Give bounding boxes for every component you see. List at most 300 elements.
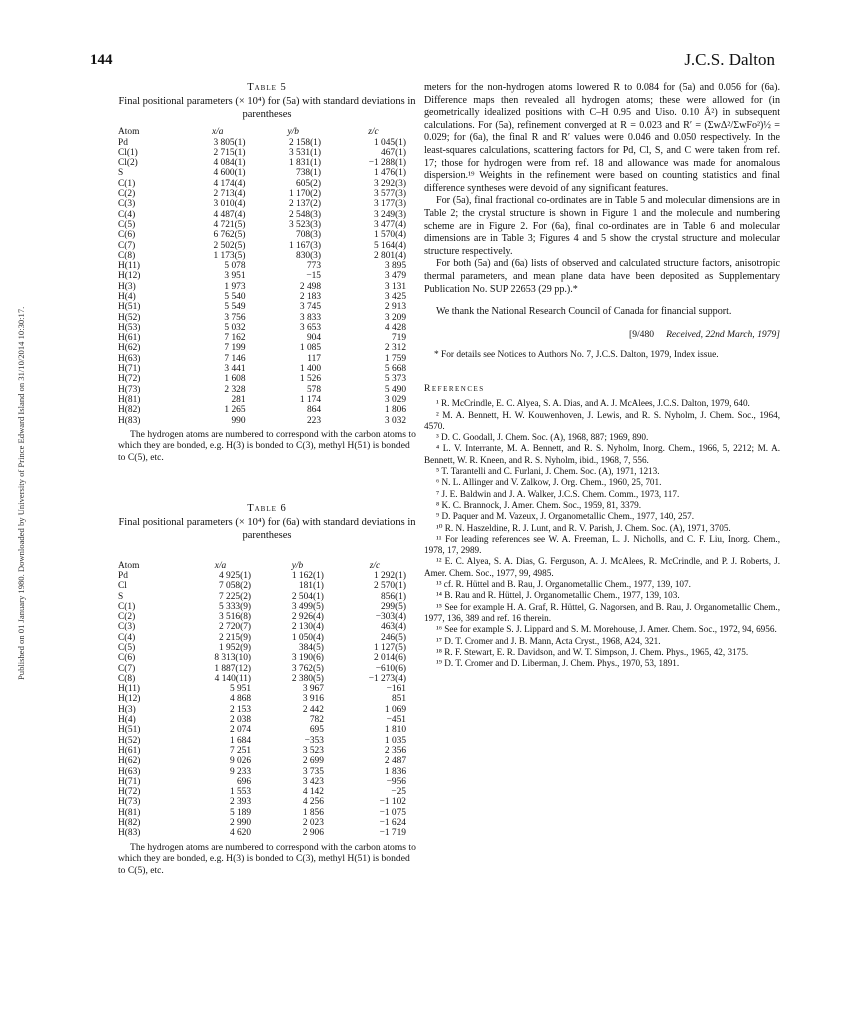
download-notice	[4, 160, 26, 680]
atom-cell: H(12)	[118, 271, 141, 282]
coordinate-cell: 2 393	[229, 797, 252, 808]
coordinate-cell: −353	[304, 735, 324, 746]
coordinate-cell: 2 158(1)	[288, 137, 321, 148]
coordinate-cell: −15	[306, 271, 321, 282]
coordinate-cell: 384(5)	[298, 642, 324, 653]
coordinate-cell: 1 127(5)	[373, 642, 406, 653]
table-row	[118, 405, 416, 415]
atom-cell: H(61)	[118, 745, 141, 756]
coordinate-cell: 4 721(5)	[213, 219, 246, 230]
table-6-label: Table 6	[247, 503, 287, 515]
coordinate-cell: 3 523	[302, 745, 324, 756]
table-row	[118, 592, 416, 602]
coordinate-cell: 1 045(1)	[373, 137, 406, 148]
table-row	[118, 571, 416, 581]
coordinate-cell: 2 720(7)	[219, 622, 252, 633]
table-row	[118, 364, 416, 374]
coordinate-cell: 2 130(4)	[291, 622, 324, 633]
coordinate-cell: 3 916	[302, 694, 324, 705]
coordinate-cell: 4 084(1)	[213, 158, 246, 169]
coordinate-cell: 2 926(4)	[291, 612, 324, 623]
coordinate-cell: 4 256	[302, 797, 324, 808]
atom-cell: H(63)	[118, 353, 141, 364]
atom-cell: C(6)	[118, 653, 136, 664]
coordinate-cell: 1 400	[299, 364, 321, 375]
body-paragraph-3: For both (5a) and (6a) lists of observed and calculated structure factors, anisotropic thermal parameters, and mean plane data have been deposited as Supplementary Publication No. SUP 22653 (29 pp.).*	[424, 258, 780, 295]
table-row	[118, 333, 416, 343]
atom-cell: C(7)	[118, 240, 136, 251]
coordinate-cell: 2 715(1)	[213, 147, 246, 158]
reference-item: ¹⁰ R. N. Haszeldine, R. J. Lunt, and R. V. Parish, J. Chem. Soc. (A), 1971, 3705.	[436, 522, 731, 533]
atom-cell: H(52)	[118, 312, 141, 323]
coordinate-cell: −25	[391, 787, 406, 798]
left-column	[118, 82, 416, 876]
table-row	[118, 168, 416, 178]
reference-item: ² M. A. Bennett, H. W. Kouwenhoven, J. Lewis, and R. S. Nyholm, J. Chem. Soc., 1964, 4570.	[424, 409, 780, 431]
coordinate-cell: 5 032	[224, 322, 246, 333]
coordinate-cell: 5 540	[224, 292, 246, 302]
coordinate-cell: 3 653	[299, 322, 321, 333]
coordinate-cell: 773	[306, 261, 321, 272]
coordinate-cell: 2 713(4)	[213, 189, 246, 200]
table-row	[118, 323, 416, 333]
table-row	[118, 797, 416, 807]
coordinate-cell: 1 035	[384, 735, 406, 746]
coordinate-cell: 246(5)	[381, 632, 406, 643]
table-row	[118, 374, 416, 384]
coordinate-cell: 7 058(2)	[219, 581, 252, 592]
coordinate-cell: 2 906	[302, 828, 324, 839]
coordinate-cell: 3 479	[384, 271, 406, 282]
coordinate-cell: 3 895	[384, 261, 406, 272]
atom-cell: H(62)	[118, 343, 141, 354]
coordinate-cell: 1 167(3)	[288, 240, 321, 251]
coordinate-cell: 1 887(12)	[214, 663, 252, 674]
coordinate-cell: 2 038	[229, 715, 252, 726]
coordinate-cell: −1 273(4)	[368, 673, 406, 684]
coordinate-cell: 1 162(1)	[291, 570, 324, 581]
table-row	[118, 261, 416, 271]
coordinate-cell: 3 441	[224, 364, 246, 375]
atom-cell: C(3)	[118, 622, 136, 633]
atom-cell: C(4)	[118, 209, 136, 220]
table-row	[118, 302, 416, 312]
table-6-grid	[118, 561, 416, 839]
coordinate-cell: 3 499(5)	[291, 601, 324, 612]
coordinate-cell: 605(2)	[296, 178, 321, 189]
coordinate-cell: 5 189	[229, 807, 252, 818]
coordinate-cell: 5 549	[224, 302, 246, 313]
atom-cell: H(51)	[118, 302, 141, 313]
atom-cell: C(2)	[118, 612, 136, 623]
coordinate-cell: 2 183	[299, 292, 321, 302]
coordinate-cell: 463(4)	[381, 622, 406, 633]
coordinate-cell: −1 102	[379, 797, 406, 808]
table-6-footnote: The hydrogen atoms are numbered to correspond with the carbon atoms to which they are bonded, e.g. H(3) is bonded to C(3), methyl H(51) is bonded to C(5), etc.	[118, 841, 416, 876]
table-row	[118, 581, 416, 591]
atom-cell: H(61)	[118, 333, 141, 344]
coordinate-cell: 3 951	[224, 271, 246, 282]
coordinate-cell: 1 526	[299, 374, 321, 385]
atom-cell: H(82)	[118, 405, 141, 416]
atom-cell: C(6)	[118, 230, 136, 241]
body-paragraph-1: meters for the non-hydrogen atoms lowered R to 0.084 for (5a) and 0.056 for (6a). Difference maps then revealed all hydrogen atoms; these were allowed for (in geometrically idealized positions with C–H 0.95 and Uiso. 0.10 Å²) in subsequent calculations. For (5a), refinement converged at R = 0.023 and R′ = (ΣwΔ²/ΣwFo²)½ = 0.029; for (6a), the final R and R′ values were 0.046 and 0.050 respectively. In the least-squares calculations, scattering factors for Pd, Cl, S, and C were taken from ref. 17; those for hydrogen were from ref. 18 and allowance was made for anomalous dispersion.¹⁹ Weights in the refinement were based on counting statistics and final difference syntheses were devoid of any significant features.	[424, 82, 780, 194]
table-row	[118, 148, 416, 158]
coordinate-cell: 4 925(1)	[219, 570, 252, 581]
coordinate-cell: 2 074	[229, 725, 252, 736]
coordinate-cell: 3 833	[299, 312, 321, 323]
reference-item: ⁴ L. V. Interrante, M. A. Bennett, and R. S. Nyholm, Inorg. Chem., 1966, 5, 2212; M. A. Bennett, W. R. Kneen, and R. S. Nyholm, ibid., 1968, 7, 556.	[424, 443, 780, 465]
coordinate-cell: 1 759	[384, 353, 406, 364]
coordinate-cell: 3 032	[384, 415, 406, 426]
column-header: y/b	[287, 127, 299, 138]
column-header: x/a	[214, 560, 227, 571]
coordinate-cell: −956	[386, 776, 406, 787]
reference-item: ¹⁷ D. T. Cromer and J. B. Mann, Acta Cryst., 1968, A24, 321.	[436, 635, 661, 646]
coordinate-cell: 4 620	[229, 828, 252, 839]
coordinate-cell: 3 190(6)	[291, 653, 324, 664]
coordinate-cell: 4 174(4)	[213, 178, 246, 189]
coordinate-cell: 782	[309, 715, 324, 726]
reference-item: ⁵ T. Tarantelli and C. Furlani, J. Chem. Soc. (A), 1971, 1213.	[436, 466, 660, 477]
table-row	[118, 684, 416, 694]
coordinate-cell: 2 570(1)	[373, 581, 406, 592]
coordinate-cell: 2 699	[302, 756, 324, 767]
coordinate-cell: 1 952(9)	[219, 642, 252, 653]
coordinate-cell: 2 801(4)	[373, 250, 406, 261]
atom-cell: H(53)	[118, 322, 141, 333]
column-header: z/c	[368, 127, 379, 138]
coordinate-cell: −303(4)	[375, 612, 406, 623]
atom-cell: H(4)	[118, 715, 136, 726]
coordinate-cell: 578	[306, 384, 321, 395]
table-row	[118, 767, 416, 777]
atom-cell: Pd	[118, 137, 128, 148]
coordinate-cell: 1 836	[384, 766, 406, 777]
coordinate-cell: 3 425	[384, 292, 406, 302]
column-header: Atom	[118, 560, 140, 571]
coordinate-cell: 1 831(1)	[288, 158, 321, 169]
reference-item: ⁹ D. Paquer and M. Vazeux, J. Organometallic Chem., 1977, 140, 257.	[436, 511, 695, 522]
coordinate-cell: 6 762(5)	[213, 230, 246, 241]
table-row	[118, 210, 416, 220]
table-row	[118, 674, 416, 684]
references-list	[424, 398, 780, 669]
table-row	[118, 746, 416, 756]
coordinate-cell: 2 356	[384, 745, 406, 756]
coordinate-cell: 2 153	[229, 704, 252, 715]
coordinate-cell: 3 516(8)	[219, 612, 252, 623]
received-line	[424, 329, 780, 340]
table-row	[118, 343, 416, 353]
atom-cell: C(5)	[118, 219, 136, 230]
table-6-caption: Final positional parameters (× 10⁴) for (6a) with standard deviations in parentheses	[118, 517, 416, 542]
table-row	[118, 736, 416, 746]
coordinate-cell: 117	[307, 353, 321, 364]
table-row	[118, 828, 416, 838]
table-5-label: Table 5	[247, 82, 287, 93]
coordinate-cell: 5 490	[384, 384, 406, 395]
atom-cell: C(7)	[118, 663, 136, 674]
reference-item: ¹⁶ See for example S. J. Lippard and S. M. Morehouse, J. Amer. Chem. Soc., 1972, 94, 6956.	[436, 624, 777, 635]
coordinate-cell: 1 476(1)	[373, 168, 406, 179]
coordinate-cell: 5 164(4)	[373, 240, 406, 251]
coordinate-cell: 5 951	[229, 684, 252, 695]
table-5-caption: Final positional parameters (× 10⁴) for (5a) with standard deviations in parentheses	[118, 96, 416, 121]
reference-item: ⁸ K. C. Brannock, J. Amer. Chem. Soc., 1959, 81, 3379.	[436, 499, 642, 510]
reference-item: ¹⁸ R. F. Stewart, E. R. Davidson, and W. T. Simpson, J. Chem. Phys., 1965, 42, 3175.	[436, 646, 749, 657]
column-header: Atom	[118, 127, 140, 138]
coordinate-cell: −1 288(1)	[368, 158, 406, 169]
acknowledgement: We thank the National Research Council of Canada for financial support.	[436, 306, 732, 318]
page-number: 144	[90, 52, 113, 68]
atom-cell: H(4)	[118, 292, 136, 302]
table-row	[118, 643, 416, 653]
coordinate-cell: 3 209	[384, 312, 406, 323]
coordinate-cell: 2 990	[229, 818, 252, 829]
coordinate-cell: 3 523(3)	[288, 219, 321, 230]
table-row	[118, 756, 416, 766]
atom-cell: H(73)	[118, 384, 141, 395]
coordinate-cell: 1 173(5)	[213, 250, 246, 261]
coordinate-cell: 1 265	[224, 405, 246, 416]
atom-cell: H(3)	[118, 281, 136, 292]
coordinate-cell: 5 668	[384, 364, 406, 375]
atom-cell: H(62)	[118, 756, 141, 767]
coordinate-cell: 2 442	[302, 704, 324, 715]
coordinate-cell: 7 225(2)	[219, 591, 252, 602]
supplementary-footnote: * For details see Notices to Authors No. 7, J.C.S. Dalton, 1979, Index issue.	[434, 349, 719, 360]
coordinate-cell: 9 233	[229, 766, 252, 777]
atom-cell: H(83)	[118, 415, 141, 426]
coordinate-cell: 1 856	[302, 807, 324, 818]
table-row	[118, 653, 416, 663]
coordinate-cell: 2 380(5)	[291, 673, 324, 684]
atom-cell: H(71)	[118, 364, 141, 375]
table-row	[118, 282, 416, 292]
table-row	[118, 271, 416, 281]
coordinate-cell: 299(5)	[381, 601, 406, 612]
table-row	[118, 220, 416, 230]
journal-name: J.C.S. Dalton	[684, 50, 775, 69]
coordinate-cell: 1 292(1)	[373, 570, 406, 581]
coordinate-cell: 7 251	[229, 745, 252, 756]
manuscript-code: [9/480	[629, 328, 655, 340]
table-row	[118, 230, 416, 240]
table-row	[118, 179, 416, 189]
table-row	[118, 818, 416, 828]
table-row	[118, 395, 416, 405]
atom-cell: S	[118, 168, 124, 179]
coordinate-cell: 1 570(4)	[373, 230, 406, 241]
atom-cell: C(4)	[118, 632, 136, 643]
table-row	[118, 138, 416, 148]
references-heading: References	[424, 383, 485, 395]
coordinate-cell: 5 373	[384, 374, 406, 385]
coordinate-cell: 1 684	[229, 735, 252, 746]
atom-cell: Pd	[118, 570, 128, 581]
coordinate-cell: 2 312	[384, 343, 406, 354]
atom-cell: H(12)	[118, 694, 141, 705]
atom-cell: Cl	[118, 581, 127, 592]
coordinate-cell: 7 146	[224, 353, 246, 364]
coordinate-cell: 3 477(4)	[373, 219, 406, 230]
coordinate-cell: 2 023	[302, 818, 324, 829]
atom-cell: H(81)	[118, 394, 141, 405]
table-5-header	[118, 127, 416, 137]
coordinate-cell: −1 719	[379, 828, 406, 839]
received-date: Received, 22nd March, 1979]	[666, 328, 780, 340]
table-row	[118, 602, 416, 612]
atom-cell: H(11)	[118, 261, 141, 272]
coordinate-cell: 1 973	[224, 281, 246, 292]
atom-cell: H(11)	[118, 684, 141, 695]
coordinate-cell: −451	[386, 715, 406, 726]
atom-cell: H(63)	[118, 766, 141, 777]
table-row	[118, 189, 416, 199]
atom-cell: C(1)	[118, 178, 136, 189]
table-row	[118, 777, 416, 787]
table-row	[118, 158, 416, 168]
atom-cell: Cl(1)	[118, 147, 138, 158]
coordinate-cell: 2 498	[299, 281, 321, 292]
coordinate-cell: 738(1)	[296, 168, 321, 179]
reference-item: ³ D. C. Goodall, J. Chem. Soc. (A), 1968, 887; 1969, 890.	[436, 432, 649, 443]
coordinate-cell: 2 014(6)	[373, 653, 406, 664]
table-6-header	[118, 561, 416, 571]
atom-cell: C(8)	[118, 250, 136, 261]
coordinate-cell: 695	[309, 725, 324, 736]
coordinate-cell: 9 026	[229, 756, 252, 767]
coordinate-cell: 1 085	[299, 343, 321, 354]
reference-item: ¹³ cf. R. Hüttel and B. Rau, J. Organometallic Chem., 1977, 139, 107.	[436, 579, 691, 590]
coordinate-cell: 3 735	[302, 766, 324, 777]
coordinate-cell: 2 215(9)	[219, 632, 252, 643]
reference-item: ¹⁹ D. T. Cromer and D. Liberman, J. Chem. Phys., 1970, 53, 1891.	[436, 658, 680, 669]
coordinate-cell: 719	[391, 333, 406, 344]
coordinate-cell: 7 162	[224, 333, 246, 344]
table-row	[118, 354, 416, 364]
coordinate-cell: 4 487(4)	[213, 209, 246, 220]
coordinate-cell: 2 913	[384, 302, 406, 313]
coordinate-cell: 3 292(3)	[373, 178, 406, 189]
table-row	[118, 416, 416, 426]
atom-cell: H(71)	[118, 776, 141, 787]
coordinate-cell: 1 050(4)	[291, 632, 324, 643]
coordinate-cell: 4 428	[384, 322, 406, 333]
table-5	[118, 82, 416, 463]
download-notice-text: Published on 01 January 1980. Downloaded by University of Prince Edward Island on 31/10/2014 10:30:17.	[16, 306, 26, 680]
table-row	[118, 385, 416, 395]
table-row	[118, 241, 416, 251]
table-row	[118, 292, 416, 302]
coordinate-cell: −161	[386, 684, 406, 695]
coordinate-cell: 3 249(3)	[373, 209, 406, 220]
table-row	[118, 633, 416, 643]
coordinate-cell: 3 423	[302, 776, 324, 787]
coordinate-cell: 5 333(9)	[219, 601, 252, 612]
atom-cell: H(73)	[118, 797, 141, 808]
coordinate-cell: 1 553	[229, 787, 252, 798]
coordinate-cell: 3 745	[299, 302, 321, 313]
coordinate-cell: 3 177(3)	[373, 199, 406, 210]
reference-item: ¹ R. McCrindle, E. C. Alyea, S. A. Dias, and A. J. McAlees, J.C.S. Dalton, 1979, 640.	[436, 398, 750, 409]
coordinate-cell: 830(3)	[296, 250, 321, 261]
coordinate-cell: 2 504(1)	[291, 591, 324, 602]
coordinate-cell: 4 140(11)	[214, 673, 252, 684]
coordinate-cell: 1 608	[224, 374, 246, 385]
table-row	[118, 622, 416, 632]
coordinate-cell: 5 078	[224, 261, 246, 272]
atom-cell: H(82)	[118, 818, 141, 829]
coordinate-cell: −1 075	[379, 807, 406, 818]
reference-item: ⁶ N. L. Allinger and V. Zalkow, J. Org. Chem., 1960, 25, 701.	[436, 477, 662, 488]
coordinate-cell: 1 806	[384, 405, 406, 416]
atom-cell: C(2)	[118, 189, 136, 200]
reference-item: ⁷ J. E. Baldwin and J. A. Walker, J.C.S. Chem. Comm., 1973, 117.	[436, 488, 680, 499]
coordinate-cell: 2 328	[224, 384, 246, 395]
coordinate-cell: 467(1)	[381, 147, 406, 158]
table-5-footnote: The hydrogen atoms are numbered to correspond with the carbon atoms to which they are bonded, e.g. H(3) is bonded to C(3), methyl H(51) is bonded to C(5), etc.	[118, 428, 416, 463]
atom-cell: C(8)	[118, 673, 136, 684]
table-row	[118, 808, 416, 818]
coordinate-cell: 856(1)	[381, 591, 406, 602]
coordinate-cell: 281	[231, 394, 246, 405]
coordinate-cell: 8 313(10)	[214, 653, 252, 664]
coordinate-cell: 7 199	[224, 343, 246, 354]
reference-item: ¹¹ For leading references see W. A. Freeman, L. J. Nicholls, and C. F. Liu, Inorg. Chem., 1978, 17, 2989.	[424, 533, 780, 556]
column-header: z/c	[369, 560, 381, 571]
atom-cell: H(51)	[118, 725, 141, 736]
coordinate-cell: 3 762(5)	[291, 663, 324, 674]
coordinate-cell: 223	[306, 415, 321, 426]
coordinate-cell: 1 069	[384, 704, 406, 715]
coordinate-cell: 708(3)	[296, 230, 321, 241]
coordinate-cell: 4 142	[302, 787, 324, 798]
coordinate-cell: 1 170(2)	[288, 189, 321, 200]
column-header: y/b	[291, 560, 304, 571]
table-row	[118, 251, 416, 261]
atom-cell: H(81)	[118, 807, 141, 818]
atom-cell: H(3)	[118, 704, 136, 715]
coordinate-cell: 3 756	[224, 312, 246, 323]
coordinate-cell: 4 600(1)	[213, 168, 246, 179]
coordinate-cell: 3 531(1)	[288, 147, 321, 158]
coordinate-cell: 864	[306, 405, 321, 416]
atom-cell: Cl(2)	[118, 158, 138, 169]
coordinate-cell: 3 029	[384, 394, 406, 405]
table-row	[118, 787, 416, 797]
atom-cell: H(83)	[118, 828, 141, 839]
coordinate-cell: 851	[391, 694, 406, 705]
atom-cell: C(5)	[118, 642, 136, 653]
coordinate-cell: 3 131	[384, 281, 406, 292]
coordinate-cell: 4 868	[229, 694, 252, 705]
reference-item: ¹⁵ See for example H. A. Graf, R. Hüttel, G. Nagorsen, and B. Rau, J. Organometallic Chem., 1977, 136, 389 and ref. 16 therein.	[424, 601, 780, 623]
coordinate-cell: 3 805(1)	[213, 137, 246, 148]
coordinate-cell: −610(6)	[375, 663, 406, 674]
atom-cell: H(72)	[118, 374, 141, 385]
table-row	[118, 725, 416, 735]
table-row	[118, 664, 416, 674]
reference-item: ¹⁴ B. Rau and R. Hüttel, J. Organometallic Chem., 1977, 139, 103.	[436, 590, 680, 601]
atom-cell: C(3)	[118, 199, 136, 210]
table-row	[118, 715, 416, 725]
table-6	[118, 503, 416, 876]
coordinate-cell: 2 487	[384, 756, 406, 767]
coordinate-cell: 1 174	[299, 394, 321, 405]
atom-cell: H(52)	[118, 735, 141, 746]
